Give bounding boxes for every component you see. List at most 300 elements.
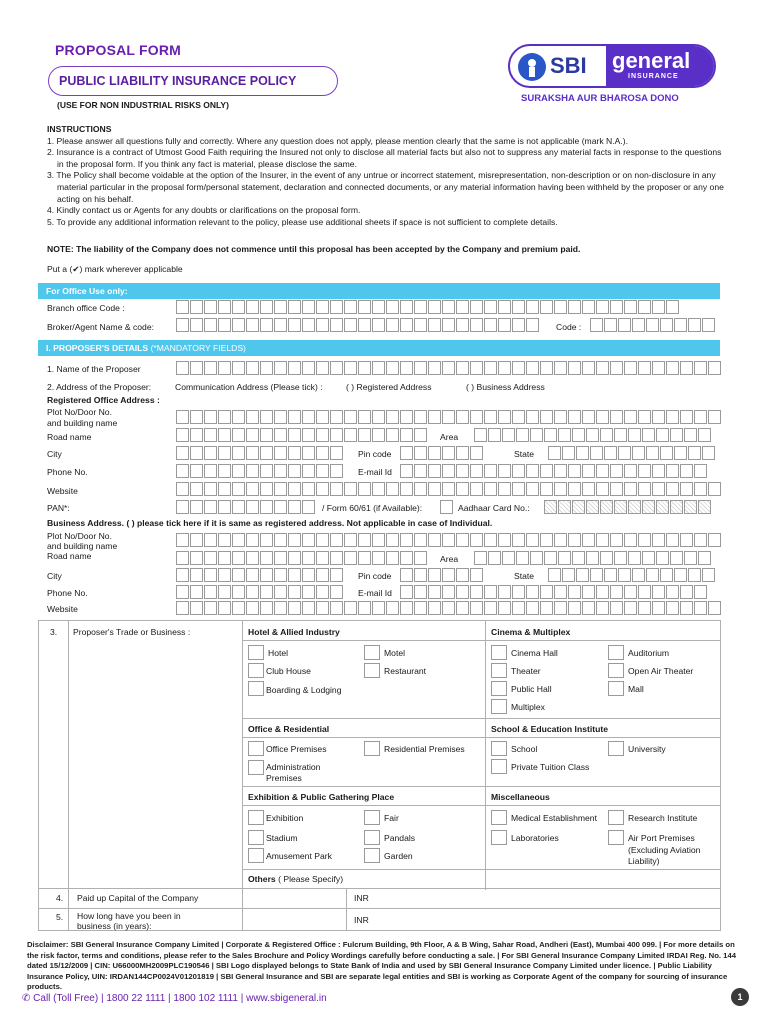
char-box[interactable] bbox=[558, 500, 571, 514]
char-box[interactable] bbox=[680, 601, 693, 615]
char-box[interactable] bbox=[414, 361, 427, 375]
state2-boxes[interactable] bbox=[548, 568, 716, 582]
char-box[interactable] bbox=[442, 318, 455, 332]
char-box[interactable] bbox=[330, 533, 343, 547]
char-box[interactable] bbox=[330, 318, 343, 332]
char-box[interactable] bbox=[484, 601, 497, 615]
char-box[interactable] bbox=[660, 446, 673, 460]
char-box[interactable] bbox=[400, 551, 413, 565]
char-box[interactable] bbox=[628, 500, 641, 514]
char-box[interactable] bbox=[540, 300, 553, 314]
char-box[interactable] bbox=[428, 410, 441, 424]
char-box[interactable] bbox=[274, 361, 287, 375]
char-box[interactable] bbox=[316, 482, 329, 496]
aadhaar-boxes[interactable] bbox=[544, 500, 712, 514]
char-box[interactable] bbox=[414, 318, 427, 332]
char-box[interactable] bbox=[274, 533, 287, 547]
char-box[interactable] bbox=[526, 601, 539, 615]
char-box[interactable] bbox=[358, 533, 371, 547]
char-box[interactable] bbox=[688, 318, 701, 332]
theater-checkbox[interactable] bbox=[491, 663, 507, 678]
char-box[interactable] bbox=[288, 410, 301, 424]
char-box[interactable] bbox=[554, 300, 567, 314]
public-hall-checkbox[interactable] bbox=[491, 681, 507, 696]
char-box[interactable] bbox=[218, 500, 231, 514]
char-box[interactable] bbox=[372, 428, 385, 442]
restaurant-checkbox[interactable] bbox=[364, 663, 380, 678]
fair-checkbox[interactable] bbox=[364, 810, 380, 825]
char-box[interactable] bbox=[274, 318, 287, 332]
char-box[interactable] bbox=[652, 361, 665, 375]
char-box[interactable] bbox=[624, 533, 637, 547]
char-box[interactable] bbox=[666, 464, 679, 478]
char-box[interactable] bbox=[330, 428, 343, 442]
char-box[interactable] bbox=[618, 446, 631, 460]
char-box[interactable] bbox=[302, 464, 315, 478]
char-box[interactable] bbox=[288, 428, 301, 442]
char-box[interactable] bbox=[674, 568, 687, 582]
char-box[interactable] bbox=[344, 410, 357, 424]
char-box[interactable] bbox=[610, 482, 623, 496]
char-box[interactable] bbox=[666, 300, 679, 314]
char-box[interactable] bbox=[232, 585, 245, 599]
char-box[interactable] bbox=[512, 533, 525, 547]
char-box[interactable] bbox=[488, 551, 501, 565]
char-box[interactable] bbox=[582, 361, 595, 375]
char-box[interactable] bbox=[316, 568, 329, 582]
char-box[interactable] bbox=[540, 482, 553, 496]
char-box[interactable] bbox=[414, 300, 427, 314]
amusement-checkbox[interactable] bbox=[248, 848, 264, 863]
char-box[interactable] bbox=[484, 410, 497, 424]
char-box[interactable] bbox=[386, 551, 399, 565]
char-box[interactable] bbox=[702, 318, 715, 332]
char-box[interactable] bbox=[488, 428, 501, 442]
char-box[interactable] bbox=[610, 585, 623, 599]
char-box[interactable] bbox=[526, 318, 539, 332]
char-box[interactable] bbox=[330, 551, 343, 565]
char-box[interactable] bbox=[190, 533, 203, 547]
char-box[interactable] bbox=[372, 551, 385, 565]
char-box[interactable] bbox=[260, 585, 273, 599]
char-box[interactable] bbox=[400, 533, 413, 547]
char-box[interactable] bbox=[176, 482, 189, 496]
char-box[interactable] bbox=[456, 300, 469, 314]
char-box[interactable] bbox=[582, 585, 595, 599]
char-box[interactable] bbox=[442, 568, 455, 582]
char-box[interactable] bbox=[624, 601, 637, 615]
char-box[interactable] bbox=[610, 533, 623, 547]
char-box[interactable] bbox=[400, 482, 413, 496]
pandals-checkbox[interactable] bbox=[364, 830, 380, 845]
char-box[interactable] bbox=[694, 464, 707, 478]
char-box[interactable] bbox=[470, 410, 483, 424]
char-box[interactable] bbox=[302, 318, 315, 332]
branch-code-boxes[interactable] bbox=[176, 300, 680, 314]
char-box[interactable] bbox=[246, 361, 259, 375]
char-box[interactable] bbox=[456, 318, 469, 332]
char-box[interactable] bbox=[386, 428, 399, 442]
char-box[interactable] bbox=[190, 601, 203, 615]
business-address-option[interactable]: ( ) Business Address bbox=[466, 382, 545, 392]
char-box[interactable] bbox=[414, 551, 427, 565]
char-box[interactable] bbox=[316, 361, 329, 375]
char-box[interactable] bbox=[218, 300, 231, 314]
char-box[interactable] bbox=[414, 482, 427, 496]
char-box[interactable] bbox=[330, 601, 343, 615]
char-box[interactable] bbox=[652, 533, 665, 547]
char-box[interactable] bbox=[330, 446, 343, 460]
char-box[interactable] bbox=[344, 300, 357, 314]
auditorium-checkbox[interactable] bbox=[608, 645, 624, 660]
char-box[interactable] bbox=[554, 464, 567, 478]
char-box[interactable] bbox=[204, 585, 217, 599]
char-box[interactable] bbox=[526, 585, 539, 599]
char-box[interactable] bbox=[400, 410, 413, 424]
char-box[interactable] bbox=[176, 410, 189, 424]
char-box[interactable] bbox=[684, 500, 697, 514]
char-box[interactable] bbox=[246, 551, 259, 565]
char-box[interactable] bbox=[554, 601, 567, 615]
char-box[interactable] bbox=[652, 585, 665, 599]
char-box[interactable] bbox=[498, 318, 511, 332]
char-box[interactable] bbox=[428, 300, 441, 314]
char-box[interactable] bbox=[442, 482, 455, 496]
char-box[interactable] bbox=[428, 361, 441, 375]
cinema-hall-checkbox[interactable] bbox=[491, 645, 507, 660]
char-box[interactable] bbox=[554, 533, 567, 547]
char-box[interactable] bbox=[218, 585, 231, 599]
char-box[interactable] bbox=[554, 482, 567, 496]
char-box[interactable] bbox=[582, 410, 595, 424]
motel-checkbox[interactable] bbox=[364, 645, 380, 660]
char-box[interactable] bbox=[628, 551, 641, 565]
char-box[interactable] bbox=[232, 464, 245, 478]
char-box[interactable] bbox=[358, 361, 371, 375]
char-box[interactable] bbox=[386, 410, 399, 424]
char-box[interactable] bbox=[204, 300, 217, 314]
char-box[interactable] bbox=[568, 410, 581, 424]
char-box[interactable] bbox=[512, 585, 525, 599]
capital-inr[interactable]: INR bbox=[354, 893, 369, 903]
char-box[interactable] bbox=[674, 446, 687, 460]
char-box[interactable] bbox=[618, 318, 631, 332]
char-box[interactable] bbox=[610, 410, 623, 424]
char-box[interactable] bbox=[330, 568, 343, 582]
char-box[interactable] bbox=[614, 500, 627, 514]
char-box[interactable] bbox=[302, 533, 315, 547]
char-box[interactable] bbox=[204, 500, 217, 514]
char-box[interactable] bbox=[652, 464, 665, 478]
char-box[interactable] bbox=[218, 533, 231, 547]
char-box[interactable] bbox=[246, 318, 259, 332]
char-box[interactable] bbox=[428, 585, 441, 599]
char-box[interactable] bbox=[246, 482, 259, 496]
char-box[interactable] bbox=[516, 551, 529, 565]
char-box[interactable] bbox=[498, 464, 511, 478]
char-box[interactable] bbox=[400, 585, 413, 599]
proposer-name-boxes[interactable] bbox=[176, 361, 722, 375]
char-box[interactable] bbox=[274, 585, 287, 599]
char-box[interactable] bbox=[414, 601, 427, 615]
char-box[interactable] bbox=[260, 361, 273, 375]
char-box[interactable] bbox=[666, 482, 679, 496]
char-box[interactable] bbox=[302, 585, 315, 599]
char-box[interactable] bbox=[176, 551, 189, 565]
char-box[interactable] bbox=[512, 482, 525, 496]
char-box[interactable] bbox=[652, 601, 665, 615]
char-box[interactable] bbox=[638, 361, 651, 375]
char-box[interactable] bbox=[330, 300, 343, 314]
char-box[interactable] bbox=[204, 551, 217, 565]
char-box[interactable] bbox=[246, 568, 259, 582]
char-box[interactable] bbox=[624, 464, 637, 478]
char-box[interactable] bbox=[232, 428, 245, 442]
char-box[interactable] bbox=[176, 361, 189, 375]
char-box[interactable] bbox=[316, 410, 329, 424]
char-box[interactable] bbox=[512, 318, 525, 332]
char-box[interactable] bbox=[638, 601, 651, 615]
char-box[interactable] bbox=[330, 464, 343, 478]
char-box[interactable] bbox=[666, 533, 679, 547]
char-box[interactable] bbox=[386, 533, 399, 547]
char-box[interactable] bbox=[596, 482, 609, 496]
plot2-boxes[interactable] bbox=[176, 533, 722, 547]
char-box[interactable] bbox=[670, 551, 683, 565]
char-box[interactable] bbox=[548, 446, 561, 460]
char-box[interactable] bbox=[414, 533, 427, 547]
char-box[interactable] bbox=[316, 428, 329, 442]
char-box[interactable] bbox=[596, 300, 609, 314]
char-box[interactable] bbox=[526, 300, 539, 314]
char-box[interactable] bbox=[512, 464, 525, 478]
city-boxes[interactable] bbox=[176, 446, 344, 460]
char-box[interactable] bbox=[274, 482, 287, 496]
char-box[interactable] bbox=[540, 585, 553, 599]
labs-checkbox[interactable] bbox=[491, 830, 507, 845]
char-box[interactable] bbox=[604, 446, 617, 460]
char-box[interactable] bbox=[568, 601, 581, 615]
char-box[interactable] bbox=[316, 585, 329, 599]
char-box[interactable] bbox=[474, 428, 487, 442]
char-box[interactable] bbox=[456, 585, 469, 599]
char-box[interactable] bbox=[568, 482, 581, 496]
char-box[interactable] bbox=[190, 318, 203, 332]
char-box[interactable] bbox=[176, 318, 189, 332]
char-box[interactable] bbox=[316, 551, 329, 565]
char-box[interactable] bbox=[572, 428, 585, 442]
open-air-checkbox[interactable] bbox=[608, 663, 624, 678]
char-box[interactable] bbox=[694, 482, 707, 496]
char-box[interactable] bbox=[590, 318, 603, 332]
char-box[interactable] bbox=[344, 318, 357, 332]
char-box[interactable] bbox=[526, 410, 539, 424]
char-box[interactable] bbox=[708, 361, 721, 375]
char-box[interactable] bbox=[190, 568, 203, 582]
char-box[interactable] bbox=[204, 318, 217, 332]
char-box[interactable] bbox=[442, 410, 455, 424]
char-box[interactable] bbox=[288, 585, 301, 599]
char-box[interactable] bbox=[260, 533, 273, 547]
char-box[interactable] bbox=[688, 568, 701, 582]
char-box[interactable] bbox=[358, 318, 371, 332]
char-box[interactable] bbox=[218, 428, 231, 442]
char-box[interactable] bbox=[646, 568, 659, 582]
char-box[interactable] bbox=[232, 410, 245, 424]
char-box[interactable] bbox=[470, 300, 483, 314]
char-box[interactable] bbox=[204, 361, 217, 375]
hotel-checkbox[interactable] bbox=[248, 645, 264, 660]
char-box[interactable] bbox=[512, 410, 525, 424]
char-box[interactable] bbox=[684, 551, 697, 565]
char-box[interactable] bbox=[562, 568, 575, 582]
char-box[interactable] bbox=[660, 318, 673, 332]
char-box[interactable] bbox=[246, 585, 259, 599]
char-box[interactable] bbox=[576, 568, 589, 582]
char-box[interactable] bbox=[414, 585, 427, 599]
char-box[interactable] bbox=[260, 446, 273, 460]
char-box[interactable] bbox=[708, 533, 721, 547]
char-box[interactable] bbox=[638, 300, 651, 314]
char-box[interactable] bbox=[330, 585, 343, 599]
char-box[interactable] bbox=[470, 318, 483, 332]
char-box[interactable] bbox=[526, 464, 539, 478]
char-box[interactable] bbox=[428, 446, 441, 460]
pin-boxes[interactable] bbox=[400, 446, 484, 460]
char-box[interactable] bbox=[204, 482, 217, 496]
multiplex-checkbox[interactable] bbox=[491, 699, 507, 714]
char-box[interactable] bbox=[470, 601, 483, 615]
char-box[interactable] bbox=[652, 410, 665, 424]
char-box[interactable] bbox=[176, 500, 189, 514]
char-box[interactable] bbox=[576, 446, 589, 460]
char-box[interactable] bbox=[624, 585, 637, 599]
char-box[interactable] bbox=[632, 446, 645, 460]
char-box[interactable] bbox=[330, 410, 343, 424]
char-box[interactable] bbox=[260, 318, 273, 332]
char-box[interactable] bbox=[232, 568, 245, 582]
char-box[interactable] bbox=[656, 500, 669, 514]
char-box[interactable] bbox=[176, 446, 189, 460]
char-box[interactable] bbox=[414, 568, 427, 582]
char-box[interactable] bbox=[512, 601, 525, 615]
char-box[interactable] bbox=[702, 568, 715, 582]
char-box[interactable] bbox=[456, 446, 469, 460]
office-premises-checkbox[interactable] bbox=[248, 741, 264, 756]
char-box[interactable] bbox=[204, 410, 217, 424]
char-box[interactable] bbox=[624, 300, 637, 314]
char-box[interactable] bbox=[694, 410, 707, 424]
char-box[interactable] bbox=[218, 410, 231, 424]
char-box[interactable] bbox=[652, 300, 665, 314]
char-box[interactable] bbox=[470, 464, 483, 478]
char-box[interactable] bbox=[562, 446, 575, 460]
char-box[interactable] bbox=[274, 601, 287, 615]
char-box[interactable] bbox=[470, 446, 483, 460]
char-box[interactable] bbox=[624, 482, 637, 496]
char-box[interactable] bbox=[596, 464, 609, 478]
char-box[interactable] bbox=[442, 446, 455, 460]
char-box[interactable] bbox=[358, 601, 371, 615]
char-box[interactable] bbox=[218, 446, 231, 460]
area2-boxes[interactable] bbox=[474, 551, 712, 565]
char-box[interactable] bbox=[218, 601, 231, 615]
tuition-checkbox[interactable] bbox=[491, 759, 507, 774]
char-box[interactable] bbox=[558, 428, 571, 442]
char-box[interactable] bbox=[414, 410, 427, 424]
char-box[interactable] bbox=[484, 318, 497, 332]
char-box[interactable] bbox=[428, 601, 441, 615]
char-box[interactable] bbox=[428, 464, 441, 478]
char-box[interactable] bbox=[190, 428, 203, 442]
char-box[interactable] bbox=[610, 361, 623, 375]
char-box[interactable] bbox=[302, 482, 315, 496]
char-box[interactable] bbox=[246, 533, 259, 547]
char-box[interactable] bbox=[302, 410, 315, 424]
registered-address-option[interactable]: ( ) Registered Address bbox=[346, 382, 432, 392]
char-box[interactable] bbox=[470, 585, 483, 599]
char-box[interactable] bbox=[638, 533, 651, 547]
char-box[interactable] bbox=[652, 482, 665, 496]
area-boxes[interactable] bbox=[474, 428, 712, 442]
char-box[interactable] bbox=[702, 446, 715, 460]
char-box[interactable] bbox=[302, 568, 315, 582]
char-box[interactable] bbox=[400, 601, 413, 615]
char-box[interactable] bbox=[456, 410, 469, 424]
char-box[interactable] bbox=[456, 533, 469, 547]
char-box[interactable] bbox=[232, 318, 245, 332]
char-box[interactable] bbox=[176, 300, 189, 314]
char-box[interactable] bbox=[232, 551, 245, 565]
char-box[interactable] bbox=[260, 551, 273, 565]
char-box[interactable] bbox=[512, 300, 525, 314]
char-box[interactable] bbox=[190, 300, 203, 314]
char-box[interactable] bbox=[656, 551, 669, 565]
char-box[interactable] bbox=[302, 500, 315, 514]
char-box[interactable] bbox=[694, 601, 707, 615]
char-box[interactable] bbox=[358, 482, 371, 496]
char-box[interactable] bbox=[680, 585, 693, 599]
char-box[interactable] bbox=[190, 482, 203, 496]
char-box[interactable] bbox=[670, 428, 683, 442]
char-box[interactable] bbox=[502, 551, 515, 565]
contact-text[interactable]: Call (Toll Free) | 1800 22 1111 | 1800 102 1111 | www.sbigeneral.in bbox=[33, 993, 327, 1004]
char-box[interactable] bbox=[330, 482, 343, 496]
char-box[interactable] bbox=[530, 428, 543, 442]
char-box[interactable] bbox=[176, 601, 189, 615]
char-box[interactable] bbox=[544, 551, 557, 565]
char-box[interactable] bbox=[274, 568, 287, 582]
char-box[interactable] bbox=[260, 410, 273, 424]
char-box[interactable] bbox=[260, 568, 273, 582]
char-box[interactable] bbox=[302, 428, 315, 442]
road2-boxes[interactable] bbox=[176, 551, 428, 565]
char-box[interactable] bbox=[568, 361, 581, 375]
char-box[interactable] bbox=[274, 551, 287, 565]
char-box[interactable] bbox=[628, 428, 641, 442]
char-box[interactable] bbox=[596, 601, 609, 615]
char-box[interactable] bbox=[442, 361, 455, 375]
char-box[interactable] bbox=[288, 464, 301, 478]
char-box[interactable] bbox=[586, 428, 599, 442]
char-box[interactable] bbox=[260, 601, 273, 615]
code-boxes[interactable] bbox=[590, 318, 716, 332]
char-box[interactable] bbox=[288, 318, 301, 332]
char-box[interactable] bbox=[204, 446, 217, 460]
char-box[interactable] bbox=[498, 482, 511, 496]
char-box[interactable] bbox=[484, 533, 497, 547]
char-box[interactable] bbox=[442, 601, 455, 615]
